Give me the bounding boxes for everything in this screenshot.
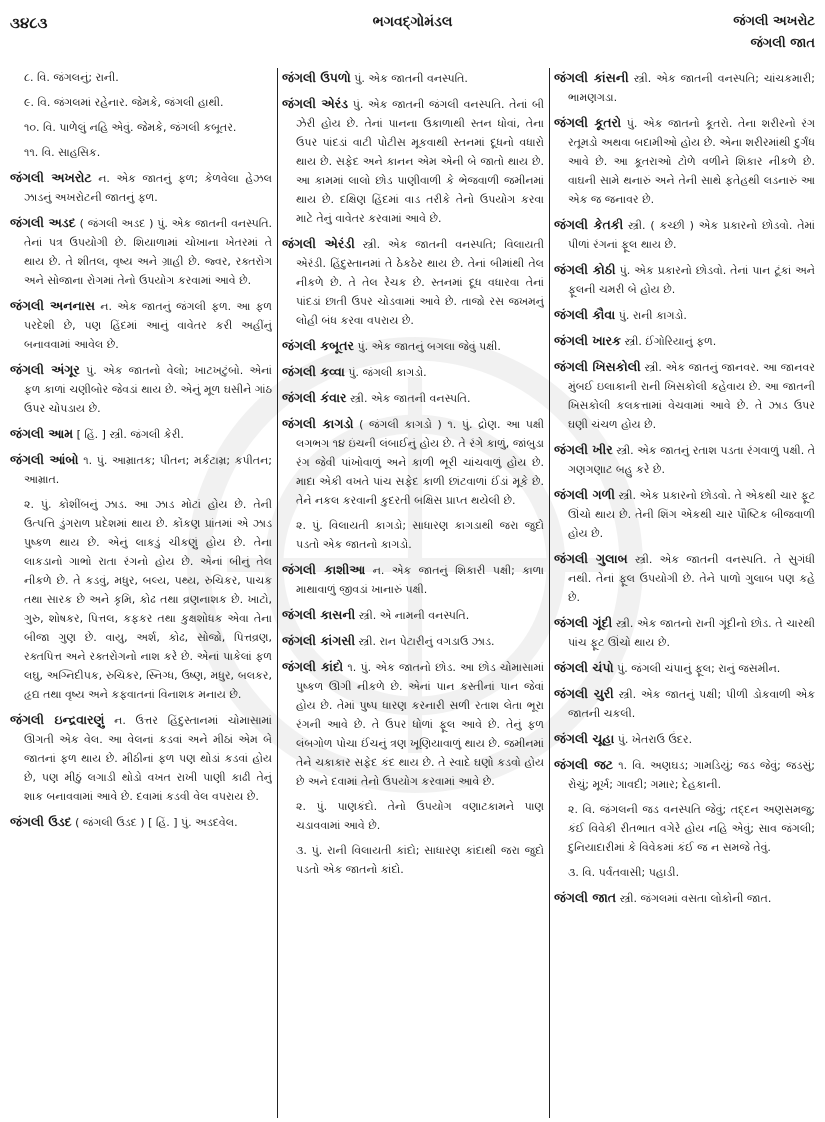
definition: સ્ત્રી. એક પ્રકારનો છોડવો. તે એકથી ચાર ફૂટ ઊંચો થાય છે. તેની શિંગ એકથી ચાર પૌષ્ટિક બીજવાળી હોય છે. — [568, 489, 815, 540]
definition: [ હિં. ] સ્ત્રી. જંગલી કેરી. — [76, 428, 184, 441]
guide-word-first: જંગલી અખરોટ — [733, 14, 815, 29]
dictionary-entry — [554, 113, 815, 209]
definition: પું. એક જાતનું બગલા જેવું પક્ષી. — [357, 340, 501, 353]
headword: જંગલી એરંડી — [282, 236, 355, 251]
dictionary-entry — [282, 657, 544, 791]
column-3 — [554, 68, 815, 1118]
headword: જંગલી ઇન્દ્રવારણું — [10, 712, 105, 727]
headword: જંગલી કાસની — [282, 607, 356, 622]
dictionary-entry — [554, 331, 815, 351]
headword: જંગલી કેતકી — [554, 217, 624, 232]
dictionary-entry — [10, 213, 272, 290]
dictionary-entry — [554, 658, 815, 678]
headword: જંગલી અંગૂર — [10, 362, 80, 377]
definition: ન. એક જાતનું શિકારી પક્ષી; કાળા માથાવાળું જીવડાં ખાનારું પક્ષી. — [296, 564, 544, 596]
definition: ૧. પું. એક જાતનો છોડ. આ છોડ ચોમાસામાં પુષ્કળ ઊગી નીકળે છે. એનાં પાન કસ્તીનાં પાન જેવાં હોય છે. તેમાં પુષ્પ ધારણ કરનારી સળી રતાશ લેતા ભૂરા રંગની આવે છે. તે ઉપર ધોળાં ફૂલ આવે છે. તેનું ફળ લંબગોળ પોચા ઈંચનું ત્રણ ખૂણિયાવાળું થાય છે. જમીનમાં તેને ચકાકાર સફેદ કંદ થાય છે. તે સ્વાદે ઘણો કડવો હોય છે અને દવામાં તેનો ઉપયોગ કરવામાં આવે છે. — [296, 661, 544, 788]
dictionary-entry — [10, 168, 272, 207]
definition: ૨. પું. કોશીંબનું ઝાડ. આ ઝાડ મોટાં હોય છે. તેની ઉત્પત્તિ ડુંગરાળ પ્રદેશમાં થાય છે. કોંકણ પ્રાંતમાં એ ઝાડ પુષ્કળ થાય છે. એનું લાકડું ચીકણું હોય છે. તેના લાકડાનો ગાભો રાતા રંગનો હોય છે. એનાં બીનું તેલ નીકળે છે. તે કડવું, મધુર, બલ્ય, પથ્ય, રુચિકર, પાચક તથા સારક છે અને કૃમિ, કોઢ તથા વ્રણનાશક છે. ખાટો, ગુરુ, શોષકર, પિત્તલ, કફકર તથા કુક્ષશોધક એવા તેના બીજા ગુણ છે. વાયુ, અર્શ, કોઢ, સોજો, પિત્તવ્રણ, રક્તપિત્ત અને રક્તરોગનો નાશ કરે છે. એનાં પાકેલાં ફળ લઘુ, અગ્નિદીપક, રુચિકર, સ્નિગ્ધ, ઉષ્ણ, મધુર, બલકર, હૃદ્ય તથા વૃષ્ય અને કફવાતનાં વિનાશક મનાય છે. — [24, 498, 272, 701]
headword: જંગલી એરંડ — [282, 96, 349, 111]
headword: જંગલી કાશીઆ — [282, 562, 366, 577]
definition: સ્ત્રી. એક જાતની વનસ્પતિ; વિલાયતી એરંડી. હિંદુસ્તાનમાં તે ઠેકઠેર થાય છે. તેનાં બીમાંથી તેલ નીકળે છે. તે તેલ રેચક છે. સ્તનમાં દૂધ વધારવા તેનાં પાંદડાં છાતી ઉપર ચોડવામાં આવે છે. તાજો રસ જખમનું લોહી બંધ કરવા વપરાય છે. — [296, 238, 544, 327]
definition: સ્ત્રી. એ નામની વનસ્પતિ. — [358, 609, 470, 622]
entry-sense — [282, 841, 544, 879]
definition: ૧૦. વિ. પાળેલું નહિ એવું. જેમકે, જંગલી કબૂતર. — [24, 121, 237, 134]
entry-sense — [554, 863, 815, 882]
entry-sense — [10, 118, 272, 137]
headword: જંગલી કબૂતર — [282, 338, 354, 353]
column-divider — [277, 68, 278, 1118]
definition: ૧૧. વિ. સાહસિક. — [24, 146, 101, 159]
definition: પું. એક જાતનો વેલો; ખાટખટુંબો. એનાં ફળ કાળાં ચણીબોર જેવડાં થાય છે. એનું મૂળ ઘસીને ગાંઠ ઉપર ચોપડાય છે. — [24, 364, 272, 415]
headword: જંગલી અખરોટ — [10, 170, 92, 185]
dictionary-entry — [554, 613, 815, 652]
dictionary-entry — [554, 549, 815, 607]
definition: પું. એક પ્રકારનો છોડવો. તેનાં પાન ટૂંકાં અને ફૂલની ચમરી બે હોય છે. — [568, 264, 815, 296]
definition: સ્ત્રી. એક જાતની વનસ્પતિ. તે સુગંધી નથી. તેનાં ફૂલ ઉપયોગી છે. તેને પાળો ગુલાબ પણ કહે છે. — [568, 553, 815, 604]
definition: ૨. વિ. જંગલની જડ વનસ્પતિ જેવું; તદ્દન અણસમજુ; કંઈ વિવેકી રીતભાત વગેરે હોય નહિ એવું; સાવ જંગલી; દુનિયાદારીમાં કે વિવેકમાં કંઈ જ ન સમજે તેવું. — [568, 803, 815, 854]
headword: જંગલી કૌવા — [554, 307, 616, 322]
definition: સ્ત્રી. એક જાતનો રાની ગૂંદીનો છોડ. તે ચારથી પાંચ ફૂટ ઊંચો થાય છે. — [568, 617, 815, 649]
dictionary-entry — [554, 260, 815, 299]
definition: ( જંગલી કાગડો ) ૧. પું. દ્રોણ. આ પક્ષી લગભગ ૧૪ ઇંચની લંબાઈનું હોય છે. તે રંગે કાળું, જાંબુડા રંગ જેવી પાંખોવાળું અને કાળી ભૂરી ચાંચવાળું હોય છે. માદા એકી વખતે પાંચ સફેદ કાળી છાંટવાળાં ઈંડાં મૂકે છે. તેને નકલ કરવાની કુદરતી બક્ષિસ પ્રાપ્ત થયેલી છે. — [296, 418, 544, 507]
dictionary-entry — [282, 68, 544, 88]
headword: જંગલી કાંગસી — [282, 633, 356, 648]
definition: સ્ત્રી. એક જાતનું પક્ષી; પીળી ડોકવાળી એક જાતની ચકલી. — [568, 688, 815, 720]
definition: પું. જંગલી ચંપાનું ફૂલ; રાનું જસમીન. — [617, 662, 781, 675]
definition: ન. ઉત્તર હિંદુસ્તાનમાં ચોમાસામાં ઊગતી એક વેલ. આ વેલનાં કડવાં અને મીઠાં એમ બે જાતનાં ફળ થાય છે. મીઠીનાં ફળ પણ થોડાં કડવાં હોય છે, પણ મીઠું લગાડી થોડો વખત રાખી પાણી કાઢી તેનું શાક બનાવવામાં આવે છે. દવામાં કડવી વેલ વપરાય છે. — [24, 714, 272, 803]
headword: જંગલી અનનાસ — [10, 298, 96, 313]
book-title: ભગવદ્ગોમંડલ — [372, 14, 453, 30]
headword: જંગલી ઉપળો — [282, 70, 351, 85]
headword: જંગલી કૂતરો — [554, 115, 622, 130]
headword: જંગલી ગળી — [554, 487, 615, 502]
page-header — [10, 8, 815, 62]
guide-word-last: જંગલી જાત — [750, 36, 815, 51]
dictionary-entry — [554, 357, 815, 434]
definition: ૨. પું. પાણકંદો. તેનો ઉપયોગ વણાટકામને પાણ ચડાવવામાં આવે છે. — [296, 800, 544, 832]
definition: ૧. વિ. અણઘડ; ગામડિયું; જડ જેવું; જડસું; રોચું; મૂર્ખ; ગાવદી; ગમાર; દેહકાની. — [568, 759, 815, 791]
definition: સ્ત્રી. એક જાતની વનસ્પતિ. — [349, 392, 471, 405]
definition: સ્ત્રી. એક જાતનું જાનવર. આ જાનવર મુંબઈ ઇલાકાની રાની ખિસકોલી કહેવાય છે. આ જાતની ખિસકોલી કલકત્તામાં વેચવામાં આવે છે. તે ઝાડ ઉપર ઘણી ચંચળ હોય છે. — [568, 361, 815, 431]
dictionary-entry — [282, 336, 544, 356]
headword: જંગલી કાંદો — [282, 659, 344, 674]
dictionary-entry — [10, 710, 272, 806]
definition: ૯. વિ. જંગલમાં રહેનાર. જેમકે, જંગલી હાથી. — [24, 96, 224, 109]
dictionary-entry — [554, 305, 815, 325]
definition: પું. એક જાતની વનસ્પતિ. — [354, 72, 468, 85]
definition: સ્ત્રી. રાન પેટારીનું વગડાઉ ઝાડ. — [358, 635, 495, 648]
dictionary-entry — [282, 414, 544, 510]
column-2 — [282, 68, 544, 1118]
dictionary-entry — [554, 684, 815, 723]
headword: જંગલી અડદ — [10, 215, 76, 230]
dictionary-entry — [554, 215, 815, 254]
definition: સ્ત્રી. એક જાતની વનસ્પતિ; ચાંચકમારી; ભામણગડા. — [568, 72, 815, 104]
definition: સ્ત્રી. ઈંગોરિયાનું ફળ. — [624, 335, 717, 348]
entry-sense — [282, 797, 544, 835]
headword: જંગલી ચુરી — [554, 686, 614, 701]
dictionary-entry — [554, 888, 815, 908]
definition: પું. એક જાતનો કૂતરો. તેના શરીરનો રંગ રતૂમડો અથવા બદામીઓ હોય છે. એના શરીરમાંથી દુર્ગંધ આવે છે. આ કૂતરાઓ ટોળે વળીને શિકાર નીકળે છે. વાઘની સામે થનારું અને તેની સાથે ફતેહથી લડનારું આ એક જ જનાવર છે. — [568, 117, 815, 206]
definition: સ્ત્રી. જંગલમાં વસતા લોકોની જાત. — [619, 892, 772, 905]
headword: જંગલી ખિસકોલી — [554, 359, 641, 374]
definition: સ્ત્રી. એક જાતનું રતાશ પડતા રંગવાળું પક્ષી. તે ગણગણાટ બહુ કરે છે. — [568, 444, 815, 476]
definition: પું. રાની કાગડો. — [618, 309, 687, 322]
headword: જંગલી જટ — [554, 757, 614, 772]
dictionary-entry — [554, 440, 815, 479]
definition: ( જંગલી ઉડદ ) [ હિં. ] પું. અડદવેલ. — [75, 816, 238, 829]
definition: પું. ખેતરાઉ ઉંદર. — [617, 733, 693, 746]
headword: જંગલી જાત — [554, 890, 617, 905]
dictionary-entry — [282, 631, 544, 651]
definition: ( જંગલી અડદ ) પું. એક જાતની વનસ્પતિ. તેનાં પત્ર ઉપયોગી છે. શિયાળામાં ચોખાના ખેતરમાં તે થાય છે. તે શીતલ, વૃષ્ય અને ગ્રાહી છે. જ્વર, રક્તરોગ અને સોજાના રોગમાં તેનો ઉપયોગ કરવામાં આવે છે. — [24, 217, 272, 287]
page-number: ૩૪૮૩ — [10, 14, 48, 32]
headword: જંગલી આંબો — [10, 452, 79, 467]
entry-sense — [10, 93, 272, 112]
definition: પું. એક જાતની જંગલી વનસ્પતિ. તેનાં બી ઝેરી હોય છે. તેનાં પાનના ઉકાળાથી સ્તન ધોવાં, તેના ઉપર પાંદડાં વાટી પોટીસ મૂકવાથી સ્તનમાં દૂધનો વધારો થાય છે. સફેદ અને કાનન એમ એની બે જાતો થાય છે. આ કામમાં લાલો છોડ પાણીવાળી કે ભેજવાળી જમીનમાં થાય છે. દક્ષિણ હિંદમાં વાડ તરીકે તેનો ઉપયોગ કરવા માટે તેનું વાવેતર કરવામાં આવે છે. — [296, 98, 544, 225]
headword: જંગલી કવ્વા — [282, 364, 345, 379]
dictionary-entry — [554, 485, 815, 543]
dictionary-entry — [282, 388, 544, 408]
definition: ૨. પું. વિલાયતી કાગડો; સાધારણ કાગડાથી જરા જુદો પડતો એક જાતનો કાગડો. — [296, 519, 544, 551]
definition: પું. જંગલી કાગડો. — [348, 366, 427, 379]
entry-sense — [10, 68, 272, 87]
headword: જંગલી ખીર — [554, 442, 613, 457]
dictionary-entry — [554, 729, 815, 749]
dictionary-entry — [10, 424, 272, 444]
definition: ૧. પું. આમ્રાતક; પીતન; મર્કટામ્ર; કપીતન; આમ્રાત. — [24, 454, 272, 486]
entry-sense — [554, 800, 815, 857]
entry-sense — [10, 495, 272, 704]
definition: ન. એક જાતનું ફળ; કેળવેલા હેઝલ ઝાડનું અખરોટની જાતનું ફળ. — [24, 172, 272, 204]
definition: ૩. વિ. પર્વતવાસી; પહાડી. — [568, 866, 680, 879]
headword: જંગલી ચંપો — [554, 660, 614, 675]
entry-columns — [10, 68, 815, 1118]
definition: ૩. પું. રાની વિલાયતી કાંદો; સાધારણ કાંદાથી જરા જુદો પડતો એક જાતનો કાંદો. — [296, 844, 544, 876]
dictionary-entry — [554, 755, 815, 794]
dictionary-entry — [10, 812, 272, 832]
headword: જંગલી આમ — [10, 426, 74, 441]
dictionary-entry — [282, 362, 544, 382]
headword: જંગલી કંવાર — [282, 390, 347, 405]
dictionary-entry — [282, 234, 544, 330]
entry-sense — [282, 516, 544, 554]
dictionary-entry — [282, 605, 544, 625]
headword: જંગલી કોઠી — [554, 262, 616, 277]
headword: જંગલી ખારક — [554, 333, 621, 348]
dictionary-entry — [554, 68, 815, 107]
definition: સ્ત્રી. ( કચ્છી ) એક પ્રકારનો છોડવો. તેમાં પીળાં રંગનાં ફૂલ થાય છે. — [568, 219, 815, 251]
headword: જંગલી ચૂહા — [554, 731, 615, 746]
dictionary-entry — [10, 296, 272, 354]
dictionary-entry — [10, 450, 272, 489]
dictionary-entry — [282, 560, 544, 599]
definition: ન. એક જાતનું જંગલી ફળ. આ ફળ પરદેશી છે, પણ હિંદમાં આનું વાવેતર કરી અહીંનું બનાવવામાં આવેલ છે. — [24, 300, 272, 351]
definition: ૮. વિ. જંગલનું; રાની. — [24, 71, 119, 84]
headword: જંગલી કાંસની — [554, 70, 629, 85]
column-divider — [549, 68, 550, 1118]
headword: જંગલી ગુલાબ — [554, 551, 628, 566]
headword: જંગલી ગૂંદી — [554, 615, 613, 630]
headword: જંગલી ઉડદ — [10, 814, 72, 829]
dictionary-entry — [10, 360, 272, 418]
headword: જંગલી કાગડો — [282, 416, 354, 431]
column-1 — [10, 68, 272, 1118]
entry-sense — [10, 143, 272, 162]
dictionary-entry — [282, 94, 544, 228]
